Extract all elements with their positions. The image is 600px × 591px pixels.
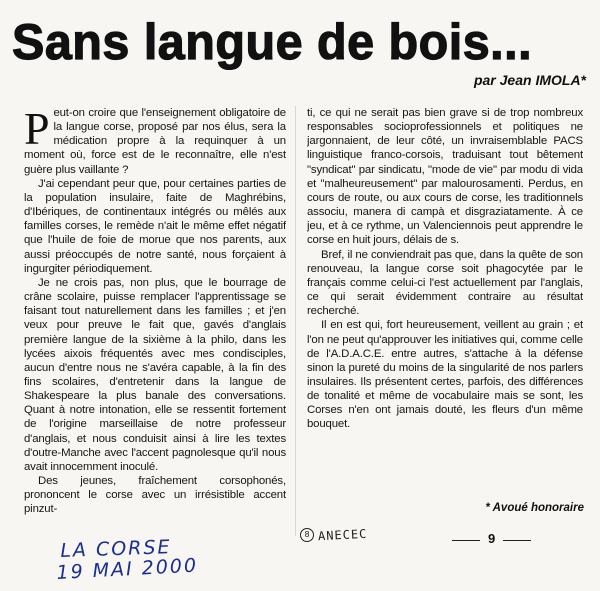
paragraph: Bref, il ne conviendrait pas que, dans la quête de son renouveau, la langue corse soit phagocytée par le français comme celui-ci l'est actuellement par l'anglais, ce qui serait évidemment contraire au résultat recherché.	[307, 248, 583, 318]
paragraph: ti, ce qui ne serait pas bien grave si de trop nombreux responsables socioprofessionnels et politiques ne jargonnaient, de leur côté, un invraisemblable PACS linguistique franco-corsois, traduisant tout bêtement "syndicat" par sindicatu, "mode de vie" par modu di vida et "malheureusement" par malourosamenti. Perdus, en cours de route, ou aux cours de corse, les traditionnels associu, manera di campà et disgraziatamente. À ce jeu, et à ce rythme, un Valenciennois peut apprendre le corse en huit jours, délais de s.	[307, 107, 583, 247]
archive-stamp	[300, 528, 367, 542]
circled-number-icon: 8	[300, 528, 314, 542]
headline: Sans langue de bois...	[12, 14, 533, 70]
paragraph: Des jeunes, fraîchement corsophonés, prononcent le corse avec un irrésistible accent pinzut-	[24, 475, 286, 516]
column-divider	[295, 106, 296, 536]
paragraph: J'ai cependant peur que, pour certaines parties de la population insulaire, faite de Maghrébins, d'Ibériques, de continentaux intégrés ou mêlés aux familles corses, le remède n'ait le même effet négatif que l'huile de foie de morue que nos parents, aux aussi préoccupés de notre santé, nous forçaient à ingurgiter périodiquement.	[24, 177, 286, 275]
article-column-left	[24, 106, 286, 538]
author-footnote: * Avoué honoraire	[485, 502, 584, 514]
page-number-block	[452, 531, 531, 546]
divider	[503, 540, 531, 541]
paragraph	[24, 106, 286, 177]
handwritten-source: LA CORSE	[60, 536, 172, 562]
paragraph-text: eut-on croire que l'enseignement obligatoire de la langue corse, proposé par nos élus, sera la médication propre à la requinquer à un moment où, force est de le reconnaître, elle n'est guère plus vaillante ?	[24, 107, 286, 176]
paragraph: Je ne crois pas, non plus, que le bourrage de crâne scolaire, puisse remplacer l'apprentissage se faisant tout naturellement dans les familles ; et j'en veux pour preuve le fait que, gavés d'anglais première langue de la sixième à la philo, dans les lycées aixois fréquentés avec mes condisciples, aucun d'entre nous ne s'avéra capable, à la fin des fins scolaires, d'entretenir dans la langue de Shakespeare la plus banale des conversations. Quant à notre intonation, elle se ressentit fortement de l'origine marseillaise de notre professeur d'anglais, et nous conduisit ainsi à lire les textes d'outre-Manche avec l'accent pagnolesque qu'il nous avait innocemment inoculé.	[24, 276, 286, 473]
byline: par Jean IMOLA*	[473, 72, 586, 88]
article-column-right	[307, 106, 583, 498]
handwritten-date: 19 MAI 2000	[56, 554, 199, 584]
divider	[452, 540, 480, 541]
page-number: 9	[488, 531, 496, 546]
drop-cap: P	[24, 106, 50, 154]
stamp-text: ANECEC	[317, 526, 368, 544]
paragraph: Il en est qui, fort heureusement, veillent au grain ; et l'on ne peut qu'approuver les initiatives qui, comme celle de l'A.D.A.C.E. entre autres, s'attache à la défense sinon la pureté du moins de la singularité de nos parlers insulaires. Ils présentent certes, parfois, des différences de tonalité et même de vocabulaire mais se sont, les Corses n'en ont jamais douté, les fleurs d'un même bouquet.	[307, 319, 583, 431]
